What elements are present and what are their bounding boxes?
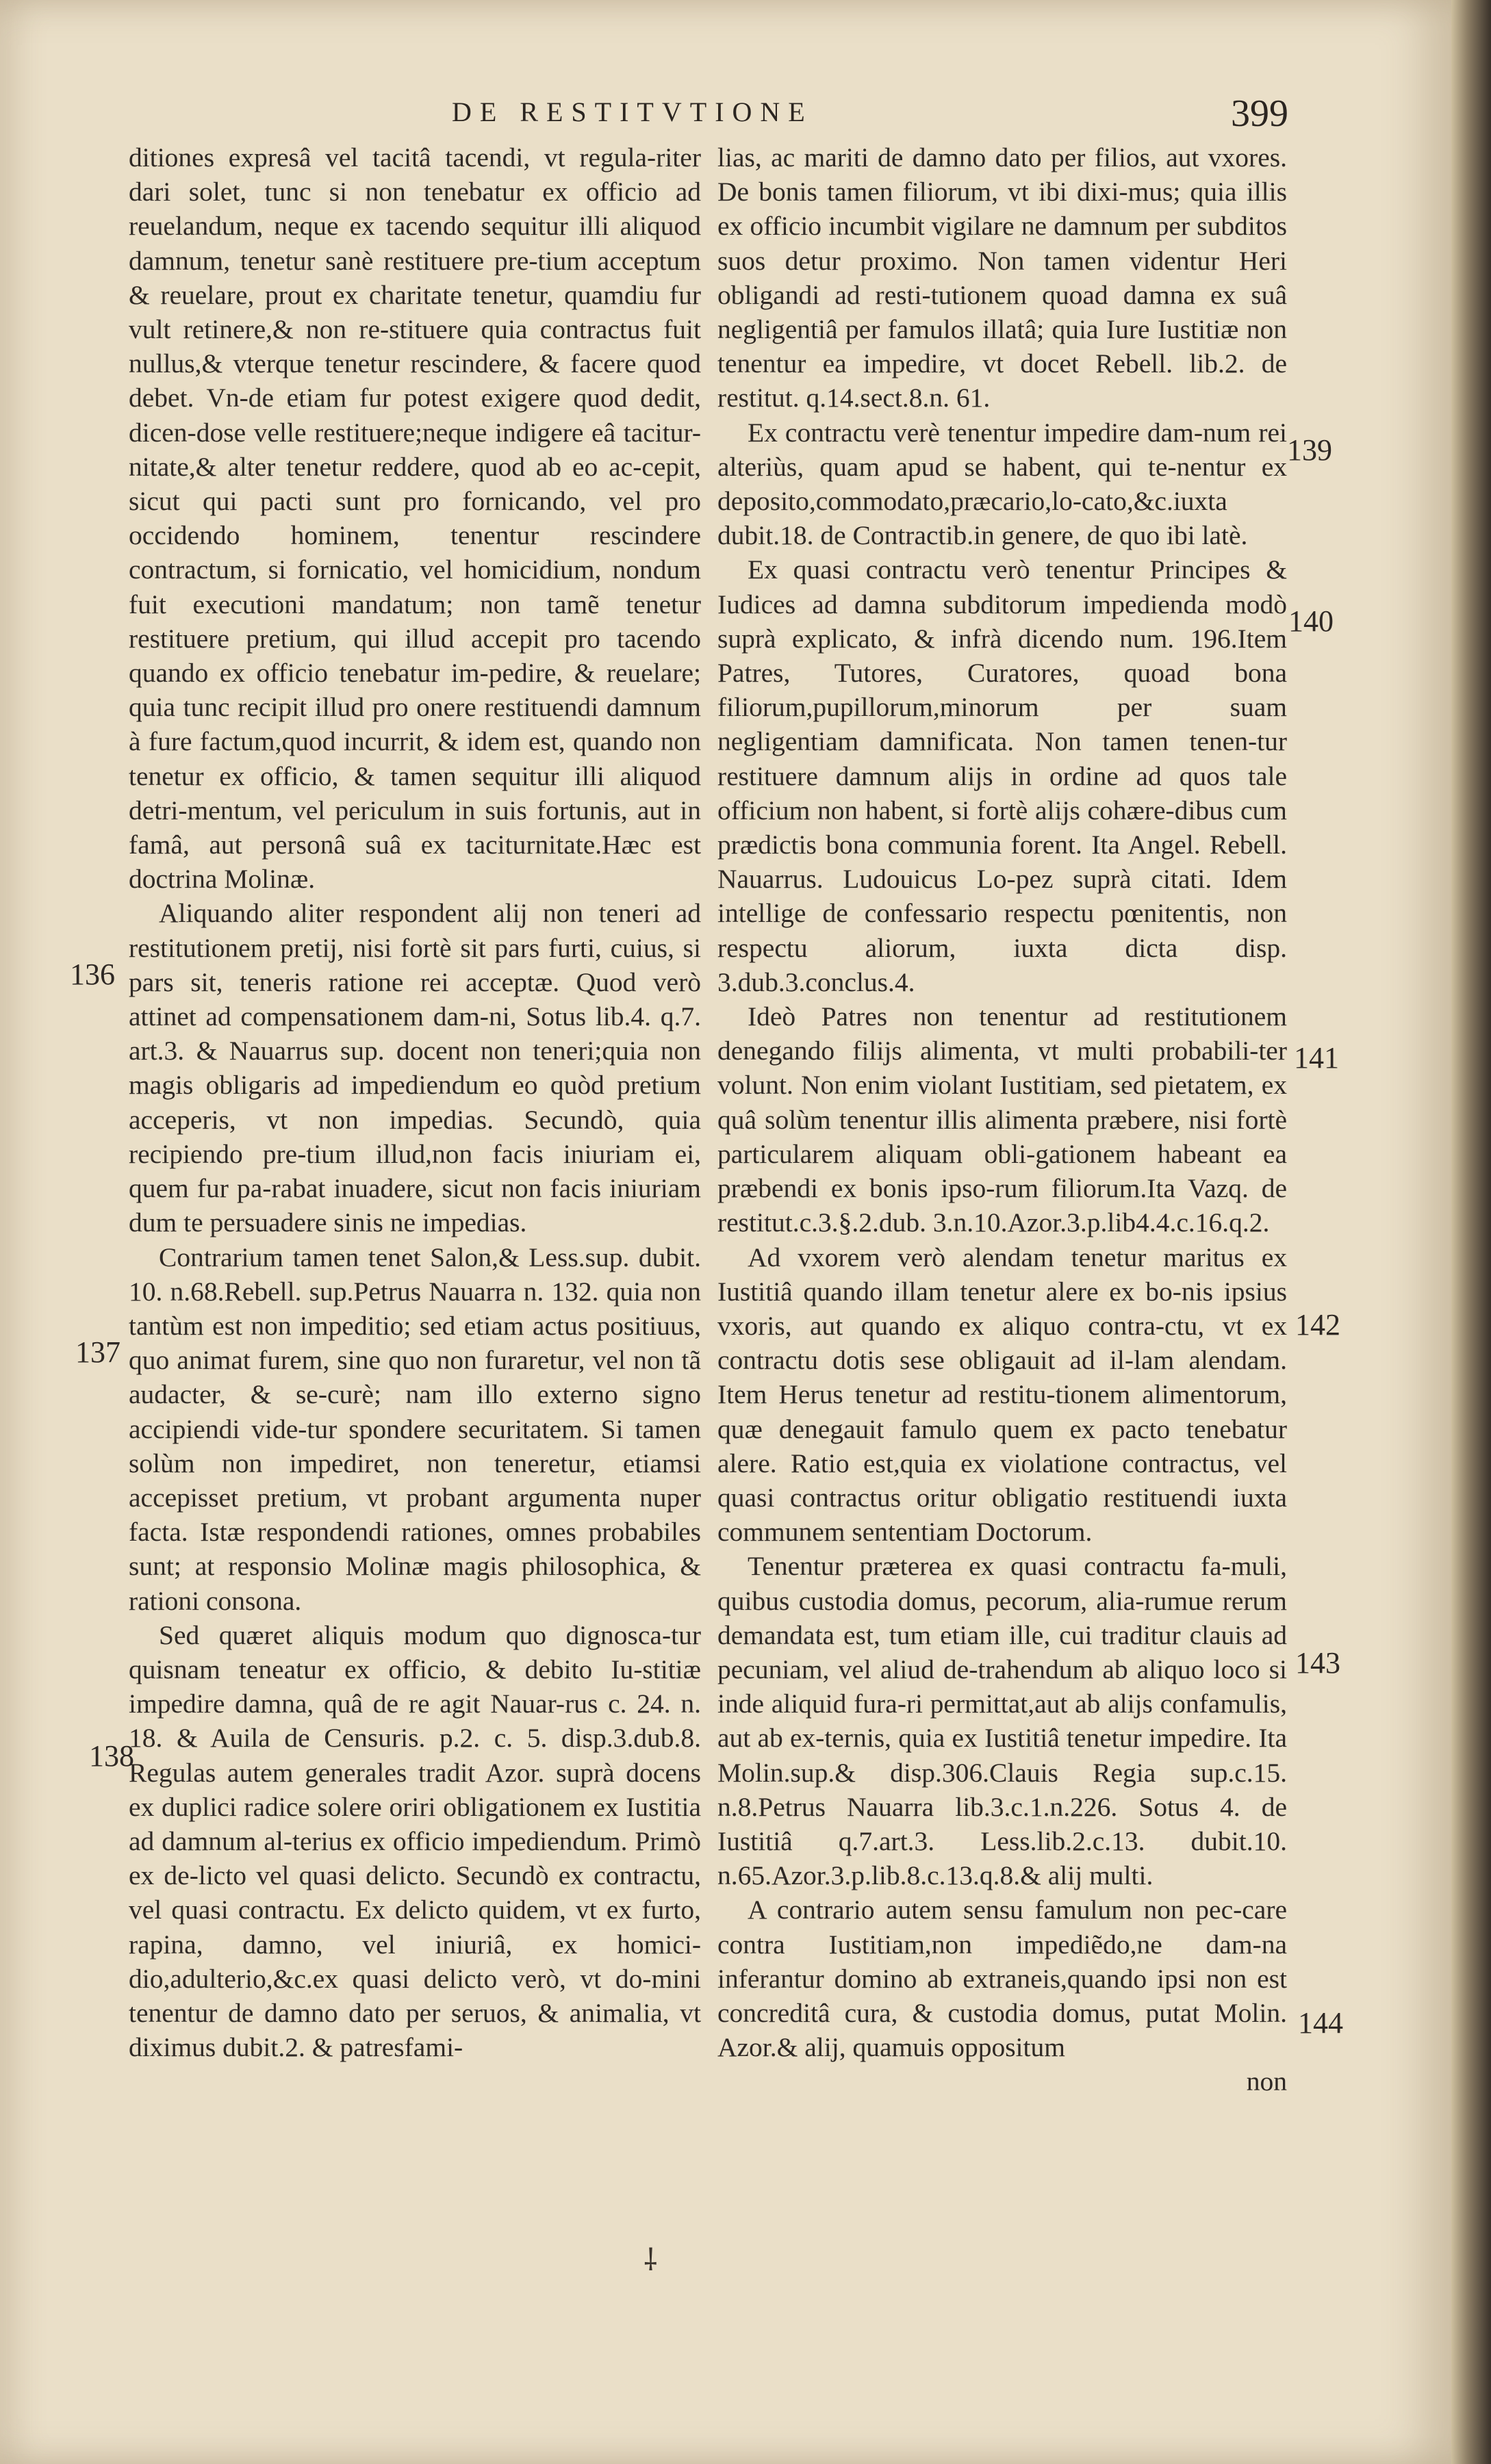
paragraph: Ex contractu verè tenentur impedire dam-num rei alteriùs, quam apud se habent, qui te-nentur ex deposito,commodato,præcario,lo-cato,&c.iuxta dubit.18. de Contractib.in genere, de quo ibi latè.	[717, 417, 1287, 551]
paragraph: Ideò Patres non tenentur ad restitutionem denegando filijs alimenta, vt multi probabili-ter volunt. Non enim violant Iustitiam, sed pietatem, ex quâ solùm tenentur illis alimenta præbere, nisi fortè particularem aliquam obli-gationem habeant ea præbendi ex bonis ipso-rum filiorum.Ita Vazq. de restitut.c.3.§.2.dub. 3.n.10.Azor.3.p.lib4.4.c.16.q.2.	[717, 1001, 1287, 1238]
paragraph: Sed quæret aliquis modum quo dignosca-tur quisnam teneatur ex officio, & debito Iu-stitiæ impedire damna, quâ de re agit Nauar-rus c. 24. n. 18. & Auila de Censuris. p.2. c. 5. disp.3.dub.8. Regulas autem generales tradit Azor. suprà docens ex duplici radice solere oriri obligationem ex Iustitia ad damnum al-terius ex officio impediendum. Primò ex de-licto vel quasi delicto. Secundò ex contractu, vel quasi contractu. Ex delicto quidem, vt ex furto, rapina, damno, vel iniuriâ, ex homici-dio,adulterio,&c.ex quasi delicto verò, vt do-mini tenentur de damno dato per seruos, & animalia, vt diximus dubit.2. & patresfami-	[129, 1619, 701, 2063]
paragraph: lias, ac mariti de damno dato per filios, aut vxores. De bonis tamen filiorum, vt ibi dixi-mus; quia illis ex officio incumbit vigilare ne damnum per subditos suos detur proximo. Non tamen videntur Heri obligandi ad resti-tutionem quoad damna ex suâ negligentiâ per famulos illatâ; quia Iure Iustitiæ non tenentur ea impedire, vt docet Rebell. lib.2. de restitut. q.14.sect.8.n. 61.	[717, 142, 1287, 413]
paragraph: Aliquando aliter respondent alij non teneri ad restitutionem pretij, nisi fortè sit pars furti, cuius, si pars sit, teneris ratione rei acceptæ. Quod verò attinet ad compensationem dam-ni, Sotus lib.4. q.7. art.3. & Nauarrus sup. docent non teneri;quia non magis obligaris ad impediendum eo quòd pretium acceperis, vt non impedias. Secundò, quia recipiendo pre-tium illud,non facis iniuriam ei, quem fur pa-rabat inuadere, sicut non facis iniuriam dum te persuadere sinis ne impedias.	[129, 898, 701, 1238]
right-column	[717, 140, 1287, 2099]
marginal-number: 139	[1287, 433, 1332, 467]
catchword: non	[1246, 2066, 1287, 2097]
marginal-number: 141	[1294, 1041, 1339, 1075]
marginal-number: 140	[1288, 604, 1334, 638]
marginal-number: 137	[75, 1335, 120, 1369]
left-column	[129, 140, 701, 2064]
marginal-number: 136	[70, 958, 115, 991]
paragraph: Contrarium tamen tenet Salon,& Less.sup. dubit. 10. n.68.Rebell. sup.Petrus Nauarra n. 132. quia non tantùm est non impeditio; sed etiam actus positiuus, quo animat furem, sine quo non furaretur, vel non tã audacter, & se-curè; nam illo externo signo accipiendi vide-tur spondere securitatem. Si tamen solùm non impediret, non teneretur, etiamsi accepisset pretium, vt probant argumenta nuper facta. Istæ respondendi rationes, omnes probabiles sunt; at responsio Molinæ magis philosophica, & rationi consona.	[129, 1242, 701, 1616]
paragraph: Ex quasi contractu verò tenentur Principes & Iudices ad damna subditorum impedienda modò suprà explicato, & infrà dicendo num. 196.Item Patres, Tutores, Curatores, quoad bona filiorum,pupillorum,minorum per suam negligentiam damnificata. Non tamen tenen-tur restituere damnum alijs in ordine ad quos tale officium non habent, si fortè alijs cohære-dibus cum prædictis bona communia forent. Ita Angel. Rebell. Nauarrus. Ludouicus Lo-pez suprà citati. Idem intellige de confessario respectu pœnitentis, non respectu aliorum, iuxta dicta disp. 3.dub.3.conclus.4.	[717, 554, 1287, 997]
marginal-number: 138	[89, 1739, 134, 1773]
paragraph: A contrario autem sensu famulum non pec-care contra Iustitiam,non impediẽdo,ne dam-na inferantur domino ab extraneis,quando ipsi non est concreditâ cura, & custodia domus, putat Molin. Azor.& alij, quamuis oppositum	[717, 1895, 1287, 2063]
marginal-number: 142	[1295, 1308, 1340, 1342]
paragraph: Tenentur præterea ex quasi contractu fa-muli, quibus custodia domus, pecorum, alia-rumue rerum demandata est, tum etiam ille, cui traditur clauis ad pecuniam, vel aliud de-trahendum ab aliquo loco si inde aliquid fura-ri permittat,aut ab alijs confamulis, aut ab ex-ternis, quia ex Iustitiâ tenetur impedire. Ita Molin.sup.& disp.306.Clauis Regia sup.c.15. n.8.Petrus Nauarra lib.3.c.1.n.226. Sotus 4. de Iustitiâ q.7.art.3. Less.lib.2.c.13. dubit.10. n.65.Azor.3.p.lib.8.c.13.q.8.& alij multi.	[717, 1551, 1287, 1891]
ink-mark: ⸸	[643, 2244, 658, 2277]
page-edge	[1451, 0, 1491, 2464]
marginal-number: 143	[1295, 1646, 1340, 1680]
running-head: DE RESTITVTIONE	[452, 97, 813, 127]
paragraph: ditiones expresâ vel tacitâ tacendi, vt regula-riter dari solet, tunc si non tenebatur ex officio ad reuelandum, neque ex tacendo sequitur illi aliquod damnum, tenetur sanè restituere pre-tium acceptum & reuelare, prout ex charitate tenetur, quamdiu fur vult retinere,& non re-stituere quia contractus fuit nullus,& vterque tenetur rescindere, & facere quod debet. Vn-de etiam fur potest exigere quod dedit, dicen-dose velle restituere;neque indigere eâ tacitur-nitate,& alter tenetur reddere, quod ab eo ac-cepit, sicut qui pacti sunt pro fornicando, vel pro occidendo hominem, tenentur rescindere contractum, si fornicatio, vel homicidium, nondum fuit executioni mandatum; non tamẽ tenetur restituere pretium, qui illud accepit pro tacendo quando ex officio tenebatur im-pedire, & reuelare; quia tunc recipit illud pro onere restituendi damnum à fure factum,quod incurrit, & idem est, quando non tenetur ex officio, & tamen sequitur illi aliquod detri-mentum, vel periculum in suis fortunis, aut in famâ, aut personâ suâ ex taciturnitate.Hæc est doctrina Molinæ.	[129, 142, 701, 895]
page-number: 399	[1231, 92, 1288, 135]
paragraph: Ad vxorem verò alendam tenetur maritus ex Iustitiâ quando illam tenetur alere ex bo-nis ipsius vxoris, aut quando ex aliquo contra-ctu, vt ex contractu dotis sese obligauit ad il-lam alendam. Item Herus tenetur ad restitu-tionem alimentorum, quæ denegauit famulo quem ex pacto tenebatur alere. Ratio est,quia ex violatione contractus, vel quasi contractus oritur obligatio restituendi iuxta communem sententiam Doctorum.	[717, 1242, 1287, 1548]
marginal-number: 144	[1298, 2006, 1343, 2040]
